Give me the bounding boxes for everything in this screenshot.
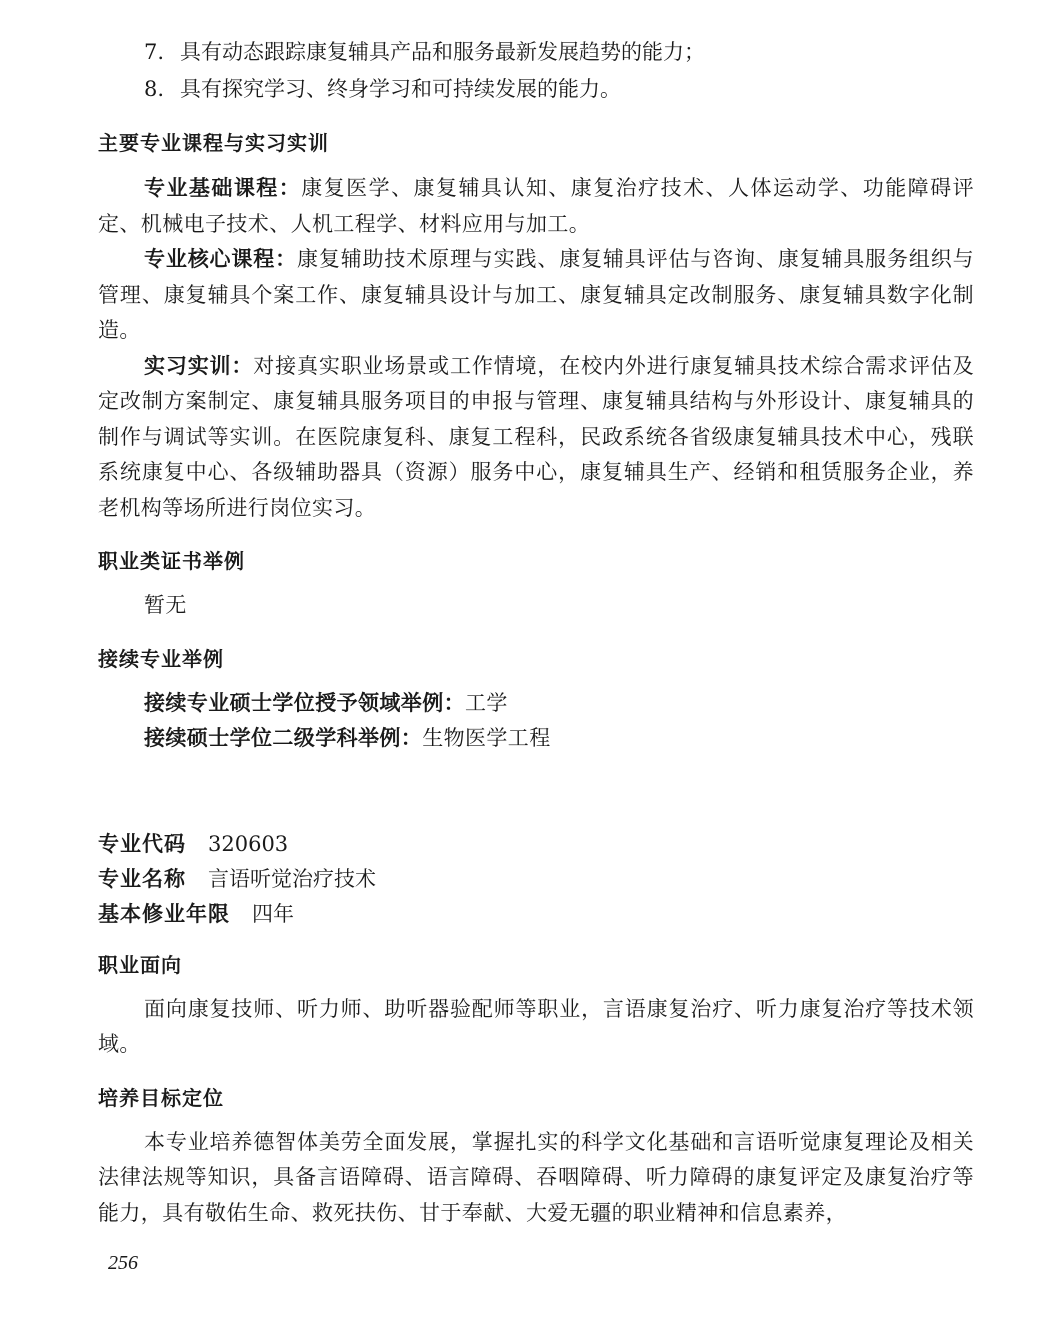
- continuation-secondary-label: 接续硕士学位二级学科举例：: [144, 726, 423, 750]
- basic-courses-paragraph: [98, 171, 974, 242]
- page-number: 256: [108, 1252, 138, 1274]
- study-years-value: 四年: [252, 901, 294, 926]
- major-info: [98, 827, 974, 932]
- career-heading: 职业面向: [98, 952, 182, 977]
- major-code-line: [98, 827, 974, 862]
- item-number: 8.: [144, 77, 165, 101]
- practice-label: 实习实训：: [144, 353, 254, 378]
- goal-heading: 培养目标定位: [98, 1085, 224, 1110]
- career-text: 面向康复技师、听力师、助听器验配师等职业，言语康复治疗、听力康复治疗等技术领域。: [98, 996, 974, 1056]
- study-years-label: 基本修业年限: [98, 901, 230, 926]
- courses-heading: 主要专业课程与实习实训: [98, 131, 329, 155]
- continuation-master-text: 工学: [465, 690, 508, 715]
- major-name-line: [98, 862, 974, 897]
- document-page: [98, 34, 974, 1231]
- continuation-secondary-line: [98, 721, 974, 757]
- ability-item-7: [98, 34, 974, 71]
- core-courses-text: 康复辅助技术原理与实践、康复辅具评估与咨询、康复辅具服务组织与管理、康复辅具个案工作、康复辅具设计与加工、康复辅具定改制服务、康复辅具数字化制造。: [98, 247, 974, 342]
- basic-courses-text: 康复医学、康复辅具认知、康复治疗技术、人体运动学、功能障碍评定、机械电子技术、人机工程学、材料应用与加工。: [98, 176, 974, 236]
- major-code-label: 专业代码: [98, 831, 186, 856]
- certificates-heading: 职业类证书举例: [98, 549, 245, 573]
- study-years-line: [98, 897, 974, 932]
- core-courses-paragraph: [98, 242, 974, 349]
- continuation-master-label: 接续专业硕士学位授予领域举例：: [144, 690, 465, 715]
- item-text: 具有动态跟踪康复辅具产品和服务最新发展趋势的能力；: [180, 40, 705, 64]
- major-name-label: 专业名称: [98, 866, 186, 891]
- item-text: 具有探究学习、终身学习和可持续发展的能力。: [180, 77, 621, 101]
- certificates-text: 暂无: [144, 593, 187, 617]
- practice-text: 对接真实职业场景或工作情境，在校内外进行康复辅具技术综合需求评估及定改制方案制定、康复辅具服务项目的申报与管理、康复辅具结构与外形设计、康复辅具的制作与调试等实训。在医院康复科、康复工程科，民政系统各省级康复辅具技术中心，残联系统康复中心、各级辅助器具（资源）服务中心，康复辅具生产、经销和租赁服务企业，养老机构等场所进行岗位实习。: [98, 353, 975, 520]
- continuation-heading: 接续专业举例: [98, 646, 224, 671]
- practice-paragraph: [98, 349, 974, 527]
- item-number: 7.: [144, 40, 165, 64]
- major-name-value: 言语听觉治疗技术: [208, 866, 376, 891]
- core-courses-label: 专业核心课程：: [144, 247, 297, 271]
- goal-text: 本专业培养德智体美劳全面发展，掌握扎实的科学文化基础和言语听觉康复理论及相关法律法规等知识，具备言语障碍、语言障碍、吞咽障碍、听力障碍的康复评定及康复治疗等能力，具有敬佑生命、救死扶伤、甘于奉献、大爱无疆的职业精神和信息素养，: [98, 1129, 974, 1225]
- ability-item-8: [98, 71, 974, 108]
- basic-courses-label: 专业基础课程：: [144, 176, 302, 200]
- continuation-master-line: [98, 686, 974, 722]
- major-code-value: 320603: [208, 831, 289, 856]
- continuation-secondary-text: 生物医学工程: [422, 726, 551, 750]
